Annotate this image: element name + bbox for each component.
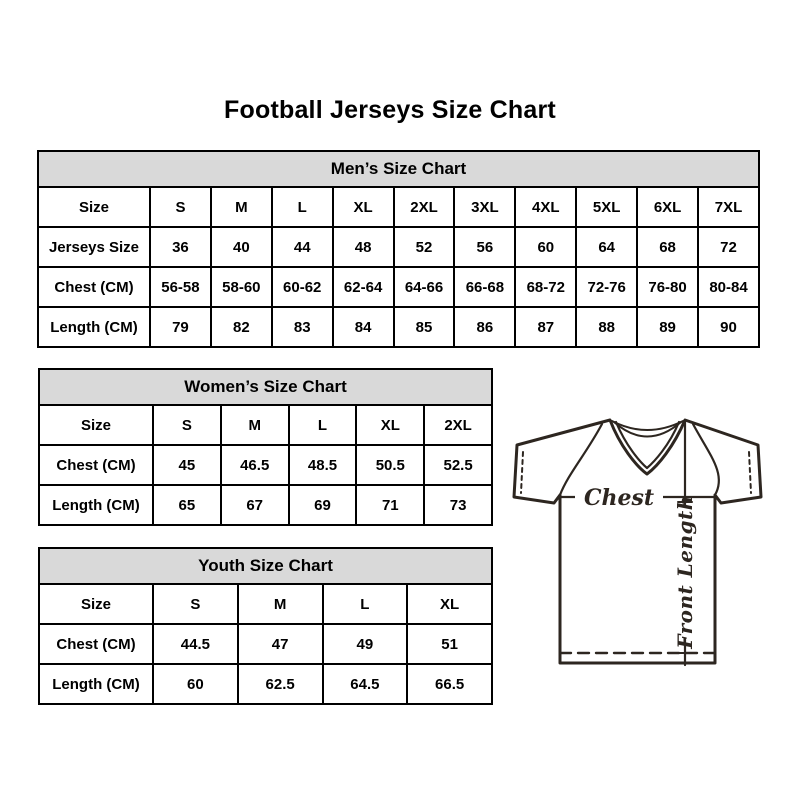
table-row <box>39 584 492 624</box>
value-cell: XL <box>356 405 424 445</box>
value-cell: 88 <box>576 307 637 347</box>
row-label-cell: Chest (CM) <box>39 445 153 485</box>
value-cell: 72 <box>698 227 759 267</box>
value-cell: 67 <box>221 485 289 525</box>
row-label-cell: Size <box>38 187 150 227</box>
front-length-label: Front Length <box>673 495 697 649</box>
value-cell: 87 <box>515 307 576 347</box>
row-label-cell: Chest (CM) <box>38 267 150 307</box>
value-cell: S <box>150 187 211 227</box>
value-cell: 52 <box>394 227 455 267</box>
value-cell: 2XL <box>424 405 492 445</box>
value-cell: L <box>272 187 333 227</box>
value-cell: 49 <box>323 624 408 664</box>
jersey-measurement-diagram <box>502 406 770 678</box>
row-label-cell: Length (CM) <box>38 307 150 347</box>
value-cell: 83 <box>272 307 333 347</box>
table-row <box>38 187 759 227</box>
value-cell: 56-58 <box>150 267 211 307</box>
value-cell: 72-76 <box>576 267 637 307</box>
value-cell: 60 <box>153 664 238 704</box>
value-cell: 66-68 <box>454 267 515 307</box>
table-row <box>39 405 492 445</box>
collar-inner-v <box>616 422 679 468</box>
value-cell: 66.5 <box>407 664 492 704</box>
mens-size-table <box>37 150 760 348</box>
row-label-cell: Chest (CM) <box>39 624 153 664</box>
youth-table-title: Youth Size Chart <box>39 548 492 584</box>
value-cell: 44 <box>272 227 333 267</box>
value-cell: 4XL <box>515 187 576 227</box>
value-cell: 6XL <box>637 187 698 227</box>
value-cell: 7XL <box>698 187 759 227</box>
table-header-row <box>39 369 492 405</box>
table-row <box>38 307 759 347</box>
value-cell: L <box>289 405 357 445</box>
mens-table-title: Men’s Size Chart <box>38 151 759 187</box>
table-row <box>39 624 492 664</box>
left-cuff-stitch-line <box>521 452 523 493</box>
value-cell: 50.5 <box>356 445 424 485</box>
value-cell: M <box>221 405 289 445</box>
value-cell: 89 <box>637 307 698 347</box>
row-label-cell: Length (CM) <box>39 485 153 525</box>
value-cell: 47 <box>238 624 323 664</box>
value-cell: 64 <box>576 227 637 267</box>
value-cell: M <box>238 584 323 624</box>
value-cell: 86 <box>454 307 515 347</box>
value-cell: 84 <box>333 307 394 347</box>
value-cell: S <box>153 405 221 445</box>
row-label-cell: Size <box>39 405 153 445</box>
womens-table-title: Women’s Size Chart <box>39 369 492 405</box>
table-row <box>39 664 492 704</box>
chest-label: Chest <box>583 485 655 511</box>
table-row <box>38 227 759 267</box>
value-cell: 40 <box>211 227 272 267</box>
value-cell: 76-80 <box>637 267 698 307</box>
value-cell: 60 <box>515 227 576 267</box>
value-cell: 68-72 <box>515 267 576 307</box>
table-header-row <box>39 548 492 584</box>
table-row <box>39 445 492 485</box>
value-cell: 71 <box>356 485 424 525</box>
value-cell: 56 <box>454 227 515 267</box>
value-cell: 64.5 <box>323 664 408 704</box>
value-cell: 60-62 <box>272 267 333 307</box>
value-cell: 36 <box>150 227 211 267</box>
value-cell: 90 <box>698 307 759 347</box>
value-cell: 79 <box>150 307 211 347</box>
right-cuff-stitch-line <box>749 452 751 493</box>
value-cell: 44.5 <box>153 624 238 664</box>
value-cell: 68 <box>637 227 698 267</box>
value-cell: 82 <box>211 307 272 347</box>
row-label-cell: Jerseys Size <box>38 227 150 267</box>
right-armhole-seam <box>693 424 719 495</box>
value-cell: 73 <box>424 485 492 525</box>
value-cell: 62.5 <box>238 664 323 704</box>
value-cell: L <box>323 584 408 624</box>
youth-size-table <box>38 547 493 705</box>
value-cell: 80-84 <box>698 267 759 307</box>
page-title: Football Jerseys Size Chart <box>224 96 556 124</box>
value-cell: M <box>211 187 272 227</box>
value-cell: XL <box>333 187 394 227</box>
value-cell: XL <box>407 584 492 624</box>
row-label-cell: Length (CM) <box>39 664 153 704</box>
value-cell: 46.5 <box>221 445 289 485</box>
value-cell: 65 <box>153 485 221 525</box>
value-cell: 69 <box>289 485 357 525</box>
womens-size-table <box>38 368 493 526</box>
value-cell: 48 <box>333 227 394 267</box>
table-header-row <box>38 151 759 187</box>
value-cell: 52.5 <box>424 445 492 485</box>
row-label-cell: Size <box>39 584 153 624</box>
jersey-diagram-svg <box>502 406 770 678</box>
value-cell: 48.5 <box>289 445 357 485</box>
value-cell: 5XL <box>576 187 637 227</box>
value-cell: 45 <box>153 445 221 485</box>
value-cell: 85 <box>394 307 455 347</box>
value-cell: S <box>153 584 238 624</box>
value-cell: 51 <box>407 624 492 664</box>
table-row <box>39 485 492 525</box>
value-cell: 2XL <box>394 187 455 227</box>
value-cell: 62-64 <box>333 267 394 307</box>
table-row <box>38 267 759 307</box>
value-cell: 64-66 <box>394 267 455 307</box>
value-cell: 58-60 <box>211 267 272 307</box>
value-cell: 3XL <box>454 187 515 227</box>
